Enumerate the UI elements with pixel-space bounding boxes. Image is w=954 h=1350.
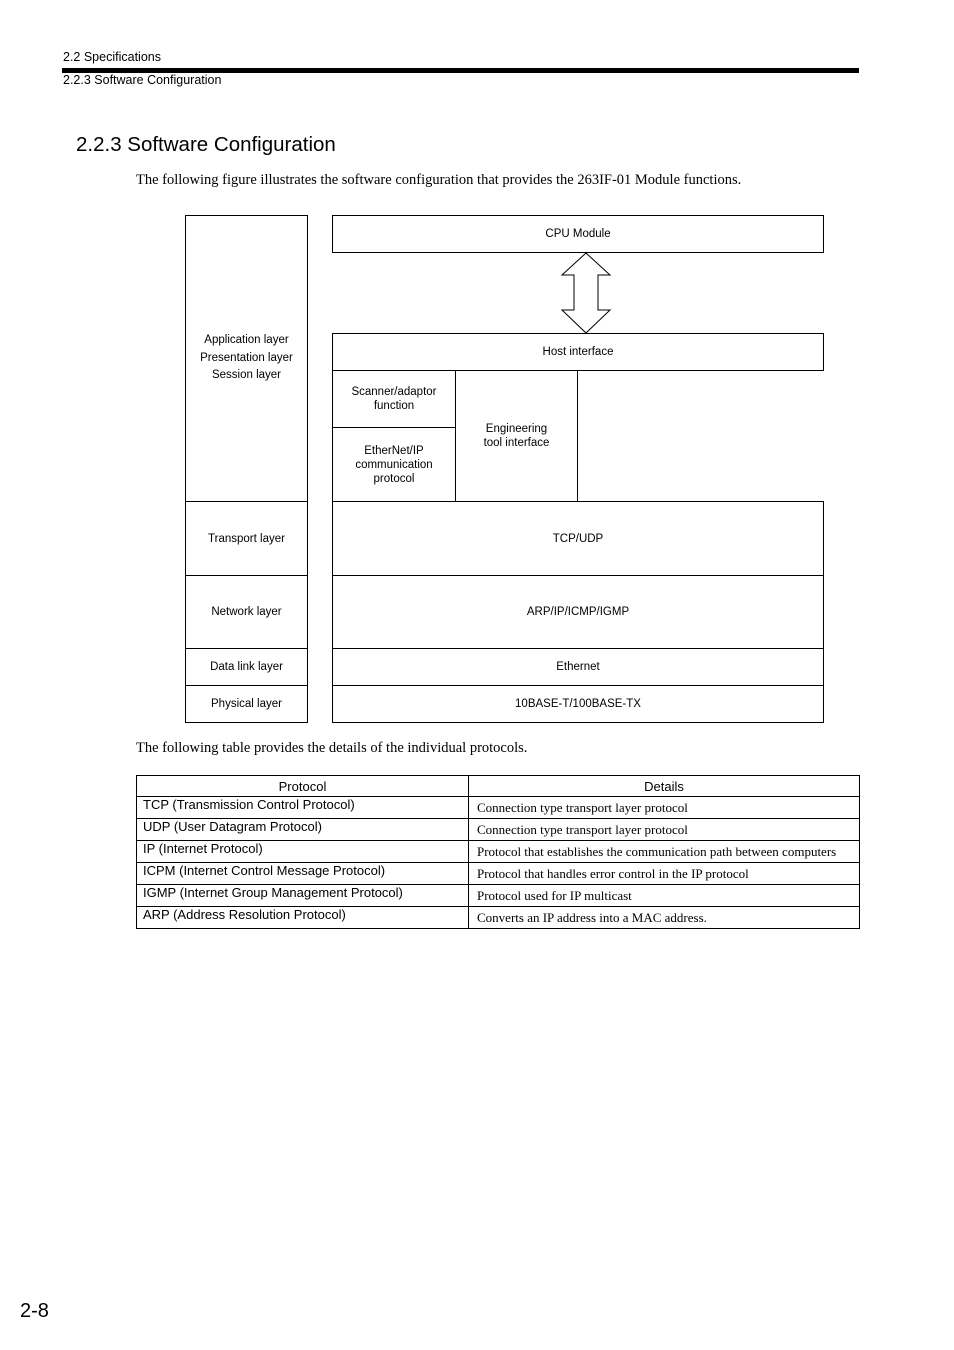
osi-physical-layer-box: [185, 685, 308, 723]
table-row: [137, 841, 860, 863]
table-intro-paragraph: The following table provides the details of the individual protocols.: [136, 740, 528, 756]
protocol-cell: ARP (Address Resolution Protocol): [137, 907, 469, 929]
table-row: [137, 907, 860, 929]
tcp-udp-label: TCP/UDP: [552, 532, 604, 545]
osi-upper-layers-box: [185, 215, 308, 502]
tcp-udp-box: [332, 501, 824, 576]
column-header-protocol: Protocol: [137, 776, 469, 797]
table-header-row: [137, 776, 860, 797]
table-row: [137, 819, 860, 841]
table-row: [137, 885, 860, 907]
scanner-adaptor-label: Scanner/adaptor function: [351, 386, 437, 412]
ethernetip-protocol-box: [332, 427, 456, 502]
table-row: [137, 863, 860, 885]
intro-paragraph: The following figure illustrates the software configuration that provides the 263IF-01 Module functions.: [136, 172, 742, 188]
osi-datalink-layer-box: [185, 648, 308, 686]
protocol-cell: TCP (Transmission Control Protocol): [137, 797, 469, 819]
page-number: 2-8: [20, 1300, 49, 1322]
osi-network-layer-box: [185, 575, 308, 649]
osi-transport-layer-box: [185, 501, 308, 576]
running-header-section: 2.2 Specifications: [63, 50, 161, 64]
section-title: 2.2.3 Software Configuration: [76, 133, 336, 156]
engineering-tool-interface-label: Engineering tool interface: [483, 423, 550, 449]
column-header-details: Details: [469, 776, 860, 797]
cpu-module-box: [332, 215, 824, 253]
osi-network-layer-label: Network layer: [211, 606, 282, 618]
osi-transport-layer-label: Transport layer: [208, 532, 285, 545]
scanner-adaptor-box: [332, 370, 456, 428]
osi-datalink-layer-label: Data link layer: [210, 661, 283, 673]
details-cell: Protocol that handles error control in the IP protocol: [469, 863, 860, 885]
protocol-cell: ICPM (Internet Control Message Protocol): [137, 863, 469, 885]
ethernet-label: Ethernet: [556, 661, 600, 673]
ethernetip-protocol-label: EtherNet/IP communication protocol: [355, 444, 433, 485]
running-header-subsection: 2.2.3 Software Configuration: [63, 73, 222, 87]
details-cell: Connection type transport layer protocol: [469, 819, 860, 841]
host-interface-label: Host interface: [542, 346, 614, 358]
arp-ip-icmp-igmp-label: ARP/IP/ICMP/IGMP: [526, 606, 630, 618]
engineering-tool-interface-box: [455, 370, 578, 502]
details-cell: Protocol that establishes the communication path between computers: [469, 841, 860, 863]
table-row: [137, 797, 860, 819]
ethernet-box: [332, 648, 824, 686]
protocol-cell: IGMP (Internet Group Management Protocol): [137, 885, 469, 907]
protocol-cell: UDP (User Datagram Protocol): [137, 819, 469, 841]
arp-ip-icmp-igmp-box: [332, 575, 824, 649]
protocol-cell: IP (Internet Protocol): [137, 841, 469, 863]
osi-physical-layer-label: Physical layer: [211, 698, 282, 710]
details-cell: Protocol used for IP multicast: [469, 885, 860, 907]
physical-media-box: [332, 685, 824, 723]
host-interface-box: [332, 333, 824, 371]
details-cell: Connection type transport layer protocol: [469, 797, 860, 819]
physical-media-label: 10BASE-T/100BASE-TX: [515, 698, 641, 710]
cpu-module-label: CPU Module: [545, 228, 611, 240]
protocol-table: [136, 775, 860, 929]
details-cell: Converts an IP address into a MAC address.: [469, 907, 860, 929]
osi-upper-layers-label: Application layer Presentation layer Session layer: [200, 334, 293, 382]
